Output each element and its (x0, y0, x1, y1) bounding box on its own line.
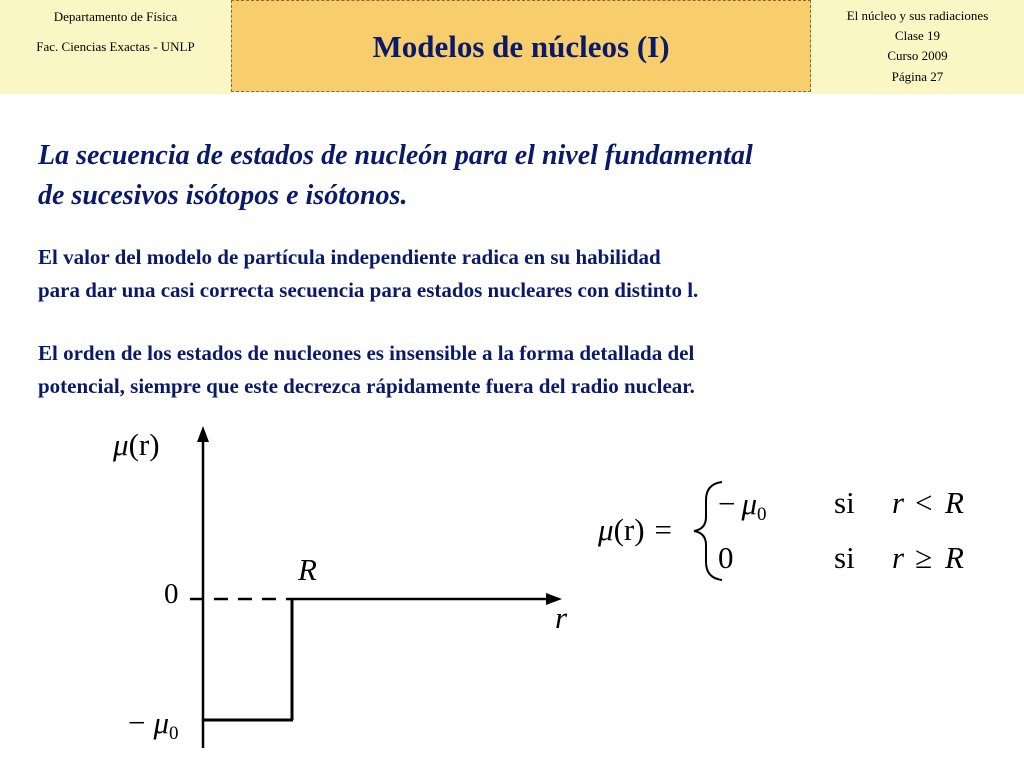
page-label: Página 27 (891, 69, 944, 84)
case2-bound: R (945, 540, 964, 575)
case1-bound: R (945, 485, 964, 520)
equation-lhs (597, 512, 672, 547)
case1-sign: − (718, 486, 736, 521)
min-sign: − (128, 705, 146, 740)
eq-lhs-arg: (r) (613, 512, 645, 547)
lead-heading (38, 136, 988, 216)
paragraph-line: potencial, siempre que este decrezca rápidamente fuera del radio nuclear. (38, 374, 695, 398)
R-label: R (298, 552, 317, 587)
y-label-func: μ (113, 427, 129, 462)
eq-sign: = (654, 512, 673, 547)
faculty-label: Fac. Ciencias Exactas - UNLP (36, 39, 195, 54)
zero-label: 0 (164, 578, 179, 610)
case1-rel: < (915, 485, 933, 520)
y-axis-label (112, 427, 160, 462)
lead-line: de sucesivos isótopos e isótonos. (38, 180, 408, 211)
case1-sub: 0 (757, 504, 767, 525)
case2-value: 0 (718, 540, 734, 575)
case2-rel: ≥ (915, 540, 933, 575)
paragraph-line: El valor del modelo de partícula independiente radica en su habilidad (38, 245, 661, 269)
case1-si: si (834, 485, 855, 520)
year-label: Curso 2009 (887, 48, 948, 63)
paragraph-1 (38, 241, 998, 307)
header-title-panel (231, 0, 811, 92)
case1-var: r (892, 485, 905, 520)
eq-lhs-func: μ (598, 512, 614, 547)
potential-figure (0, 400, 1024, 768)
min-func: μ (153, 705, 170, 740)
case2-var: r (892, 540, 905, 575)
r-axis-label: r (555, 600, 568, 635)
paragraph-2 (38, 337, 998, 403)
case1-value (718, 486, 767, 525)
paragraph-line: para dar una casi correcta secuencia para estados nucleares con distinto l. (38, 278, 699, 302)
y-label-arg: (r) (128, 427, 160, 462)
department-label: Departamento de Física (53, 9, 178, 24)
case2-si: si (834, 540, 855, 575)
y-axis-arrowhead (197, 426, 209, 442)
header-right-panel (811, 0, 1024, 94)
class-label: Clase 19 (894, 28, 941, 43)
case1-func: μ (741, 486, 758, 521)
lead-line: La secuencia de estados de nucleón para el nivel fundamental (38, 140, 753, 171)
header-left-panel (0, 0, 231, 94)
paragraph-line: El orden de los estados de nucleones es insensible a la forma detallada del (38, 341, 695, 365)
min-sub: 0 (169, 723, 179, 744)
min-potential-label (128, 705, 179, 744)
course-name-label: El núcleo y sus radiaciones (846, 8, 989, 23)
slide-title: Modelos de núcleos (I) (372, 29, 670, 64)
